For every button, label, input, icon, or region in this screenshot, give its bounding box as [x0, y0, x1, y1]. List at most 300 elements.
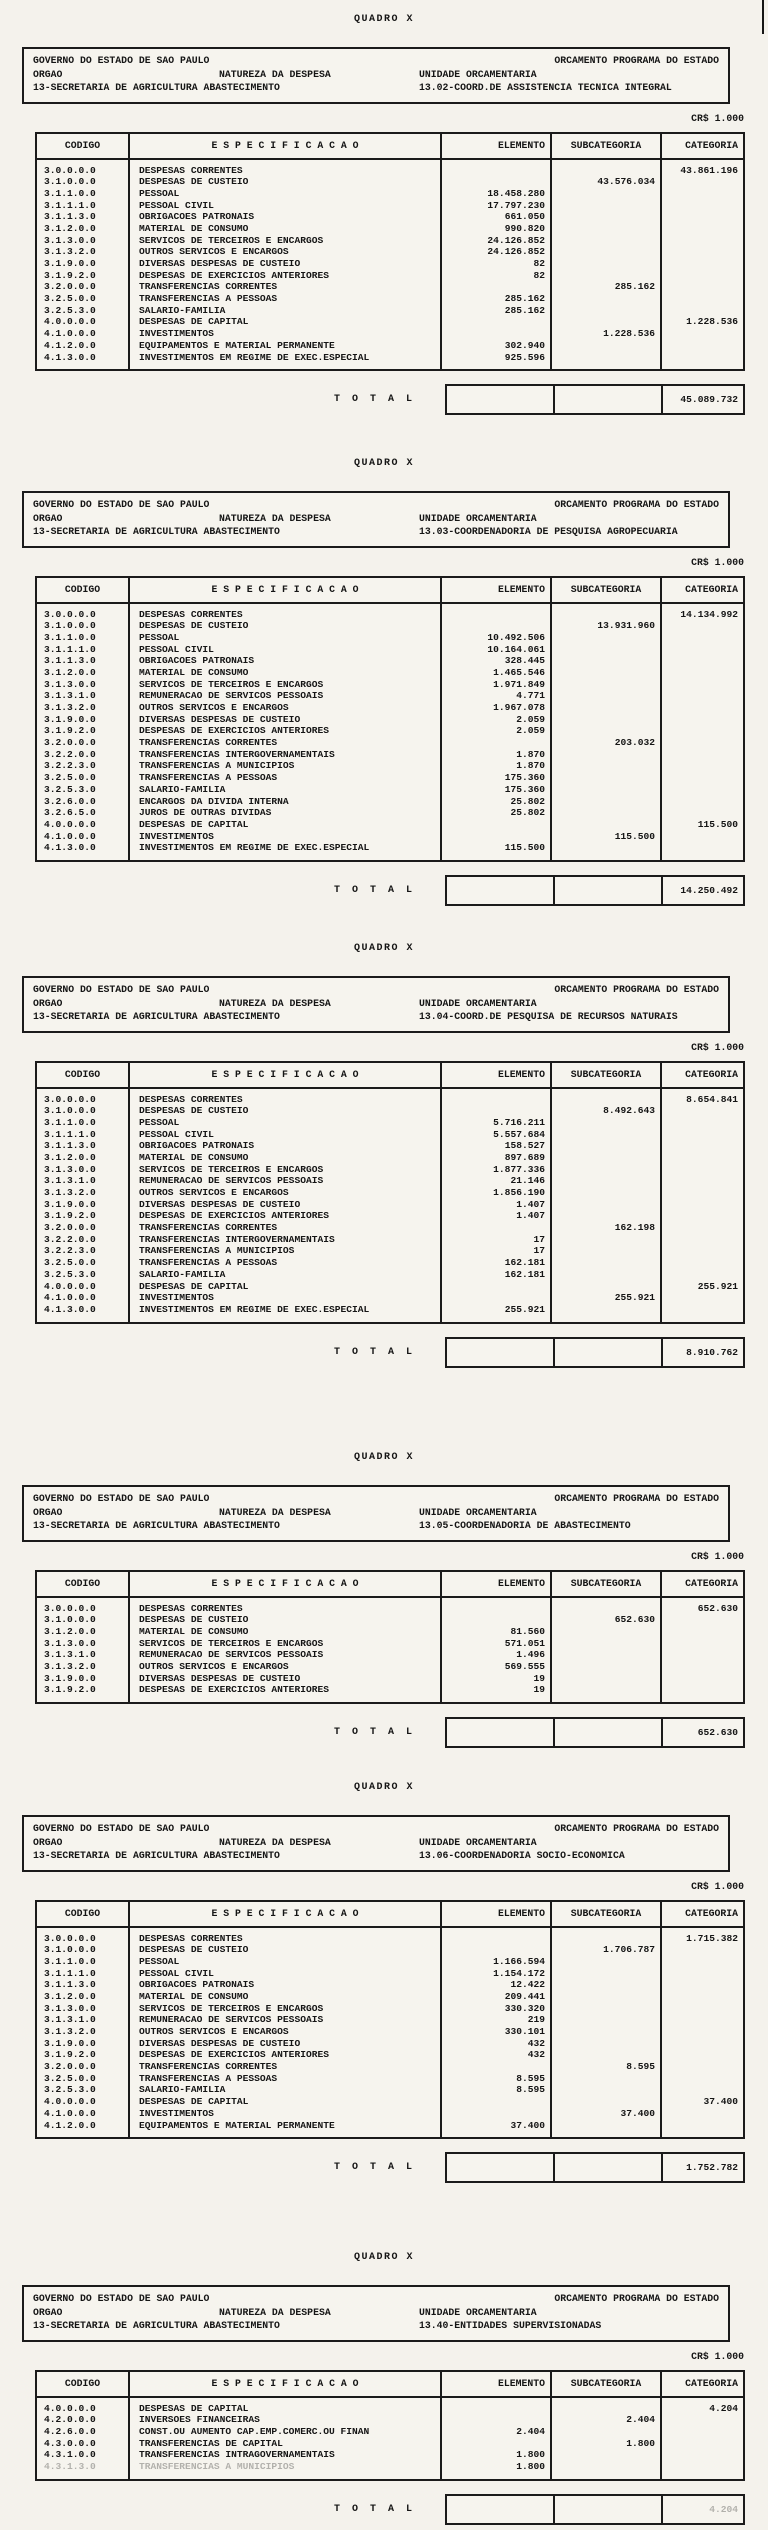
code-cell: 3.2.0.0.0 — [44, 737, 96, 749]
elemento-cell: 82 — [533, 258, 545, 269]
total-value: 14.250.492 — [680, 884, 738, 896]
spec-cell: OBRIGACOES PATRONAIS — [139, 655, 255, 667]
code-cell: 3.1.2.0.0 — [44, 1151, 96, 1163]
subcategoria-cell: 2.404 — [626, 2414, 655, 2426]
code-cell: 3.1.3.2.0 — [44, 702, 96, 713]
subcategoria-cell — [552, 796, 660, 808]
code-cell: 3.1.0.0.0 — [44, 1944, 96, 1956]
column-header: CODIGO — [37, 578, 128, 604]
spec-cell: INVESTIMENTOS — [139, 830, 214, 842]
subcategoria-cell — [552, 2038, 660, 2050]
elemento-cell: 1.800 — [516, 2460, 545, 2472]
code-cell: 3.2.5.0.0 — [44, 293, 96, 305]
subcategoria-cell — [552, 1956, 660, 1968]
spec-cell: REMUNERACAO DE SERVICOS PESSOAIS — [139, 690, 324, 702]
spec-cell: OUTROS SERVICOS E ENCARGOS — [139, 246, 289, 258]
subcategoria-cell — [552, 1094, 660, 1106]
spec-cell: DESPESAS CORRENTES — [139, 1093, 243, 1105]
categoria-cell — [662, 1175, 743, 1187]
column-header: ELEMENTO — [442, 1902, 550, 1928]
orgao-label: ORGAO — [33, 1836, 63, 1848]
table-column — [442, 1572, 552, 1703]
spec-cell: INVESTIMENTOS EM REGIME DE EXEC.ESPECIAL — [139, 842, 370, 854]
categoria-cell — [662, 223, 743, 235]
header-line-3 — [33, 81, 719, 95]
column-header: E S P E C I F I C A C A O — [130, 1572, 440, 1598]
total-subcategoria-cell — [555, 1719, 663, 1746]
spec-cell: OUTROS SERVICOS E ENCARGOS — [139, 702, 289, 713]
subcategoria-cell: 162.198 — [614, 1222, 655, 1234]
code-cell: 4.1.3.0.0 — [44, 351, 96, 363]
elemento-cell — [442, 1222, 550, 1234]
categoria-cell — [662, 620, 743, 632]
elemento-cell: 1.407 — [516, 1198, 545, 1210]
header-line-1 — [33, 1822, 719, 1836]
spec-cell: MATERIAL DE CONSUMO — [139, 666, 249, 678]
elemento-cell: 285.162 — [504, 293, 545, 305]
subcategoria-cell — [552, 1968, 660, 1980]
quadro-section — [0, 1452, 768, 1748]
total-subcategoria-cell — [555, 386, 663, 413]
total-row — [0, 2494, 745, 2525]
subcategoria-cell — [552, 2049, 660, 2061]
total-row — [0, 2152, 745, 2183]
header-line-3 — [33, 525, 719, 539]
government-label: GOVERNO DO ESTADO DE SAO PAULO — [33, 2293, 210, 2304]
column-header: CATEGORIA — [662, 1572, 743, 1598]
total-label: T O T A L — [333, 2503, 415, 2515]
header-line-1 — [33, 498, 719, 512]
categoria-cell — [662, 1944, 743, 1956]
spec-cell: MATERIAL DE CONSUMO — [139, 1625, 249, 1637]
government-label: GOVERNO DO ESTADO DE SAO PAULO — [33, 1493, 210, 1504]
natureza-label: NATUREZA DA DESPESA — [219, 2306, 331, 2318]
spec-cell: SALARIO-FAMILIA — [139, 1268, 226, 1280]
categoria-cell — [662, 2061, 743, 2073]
total-label: T O T A L — [333, 884, 415, 896]
subcategoria-cell — [552, 1649, 660, 1661]
categoria-cell — [662, 188, 743, 200]
spec-cell: PESSOAL — [139, 1116, 180, 1128]
subcategoria-cell — [552, 2449, 660, 2461]
elemento-cell: 24.126.852 — [487, 246, 545, 258]
categoria-cell — [662, 1199, 743, 1211]
subcategoria-cell — [552, 188, 660, 200]
currency-note: CR$ 1.000 — [691, 1880, 744, 1892]
subcategoria-cell: 1.800 — [626, 2437, 655, 2449]
categoria-cell — [662, 1140, 743, 1152]
column-body — [662, 1089, 743, 1322]
natureza-label: NATUREZA DA DESPESA — [219, 68, 331, 80]
subcategoria-cell: 43.576.034 — [597, 176, 655, 188]
elemento-cell — [442, 316, 550, 328]
elemento-cell: 1.870 — [516, 748, 545, 760]
table-column — [130, 1902, 442, 2138]
categoria-cell — [662, 2084, 743, 2096]
code-cell: 3.1.1.0.0 — [44, 1116, 96, 1128]
column-header: E S P E C I F I C A C A O — [130, 578, 440, 604]
elemento-cell: 25.802 — [510, 807, 545, 819]
code-cell: 4.3.1.3.0 — [44, 2460, 96, 2472]
subcategoria-cell: 8.492.643 — [603, 1105, 655, 1117]
total-row — [0, 875, 745, 906]
spec-cell: CONST.OU AUMENTO CAP.EMP.COMERC.OU FINAN — [139, 2425, 370, 2437]
header-line-3 — [33, 2319, 719, 2333]
total-label: T O T A L — [333, 2162, 415, 2174]
subcategoria-cell — [552, 316, 660, 328]
spec-cell: TRANSFERENCIAS A MUNICIPIOS — [139, 1245, 295, 1257]
elemento-cell: 19 — [533, 1684, 545, 1696]
spec-cell: DESPESAS DE CUSTEIO — [139, 1105, 249, 1117]
spec-cell: OBRIGACOES PATRONAIS — [139, 211, 255, 223]
subcategoria-cell — [552, 725, 660, 737]
spec-cell: DIVERSAS DESPESAS DE CUSTEIO — [139, 713, 301, 725]
subcategoria-cell: 37.400 — [620, 2107, 655, 2119]
code-cell: 4.1.0.0.0 — [44, 1292, 96, 1304]
subcategoria-cell: 255.921 — [614, 1292, 655, 1304]
elemento-cell: 571.051 — [504, 1637, 545, 1649]
categoria-cell — [662, 1956, 743, 1968]
categoria-cell — [662, 1234, 743, 1246]
elemento-cell — [442, 1614, 550, 1626]
spec-cell: PESSOAL — [139, 1955, 180, 1967]
elemento-cell — [442, 2414, 550, 2426]
quadro-section — [0, 943, 768, 1368]
natureza-label: NATUREZA DA DESPESA — [219, 1836, 331, 1848]
categoria-cell — [662, 1626, 743, 1638]
elemento-cell: 158.527 — [504, 1140, 545, 1152]
column-body — [442, 2398, 550, 2479]
column-body — [552, 160, 660, 370]
categoria-cell — [662, 1105, 743, 1117]
header-line-1 — [33, 1492, 719, 1506]
column-body — [130, 2398, 440, 2479]
subcategoria-cell — [552, 340, 660, 352]
categoria-cell: 115.500 — [697, 818, 738, 830]
total-value: 45.089.732 — [680, 394, 738, 406]
elemento-cell: 328.445 — [504, 655, 545, 667]
total-row — [0, 1337, 745, 1368]
categoria-cell — [662, 246, 743, 258]
subcategoria-cell — [552, 2426, 660, 2438]
table-column — [442, 134, 552, 370]
government-label: GOVERNO DO ESTADO DE SAO PAULO — [33, 499, 210, 510]
subcategoria-cell — [552, 2096, 660, 2108]
column-header: CATEGORIA — [662, 1063, 743, 1089]
code-cell: 3.1.9.2.0 — [44, 2049, 96, 2061]
elemento-cell: 5.716.211 — [493, 1116, 545, 1128]
categoria-cell — [662, 2049, 743, 2061]
categoria-cell — [662, 632, 743, 644]
column-body — [130, 1598, 440, 1703]
total-value: 4.204 — [709, 2503, 738, 2515]
header-line-1 — [33, 2292, 719, 2306]
column-header: E S P E C I F I C A C A O — [130, 1063, 440, 1089]
subcategoria-cell — [552, 714, 660, 726]
code-cell: 3.1.9.2.0 — [44, 1210, 96, 1222]
column-body — [552, 604, 660, 860]
spec-cell: JUROS DE OUTRAS DIVIDAS — [139, 807, 272, 819]
categoria-cell — [662, 2014, 743, 2026]
subcategoria-cell — [552, 270, 660, 282]
column-body — [662, 2398, 743, 2479]
program-label: ORCAMENTO PROGRAMA DO ESTADO — [554, 1493, 719, 1504]
code-cell: 3.1.9.0.0 — [44, 258, 96, 269]
elemento-cell: 1.967.078 — [493, 702, 545, 713]
spec-cell: DESPESAS CORRENTES — [139, 164, 243, 176]
code-cell: 3.1.1.3.0 — [44, 1140, 96, 1152]
orgao-value: 13-SECRETARIA DE AGRICULTURA ABASTECIMENTO — [33, 526, 280, 537]
header-line-3 — [33, 1849, 719, 1863]
subcategoria-cell: 115.500 — [614, 830, 655, 842]
column-body — [552, 2398, 660, 2479]
elemento-cell — [442, 2108, 550, 2120]
header-line-2 — [33, 2306, 719, 2320]
budget-table — [35, 132, 745, 372]
elemento-cell — [442, 328, 550, 340]
categoria-cell — [662, 667, 743, 679]
spec-cell: SERVICOS DE TERCEIROS E ENCARGOS — [139, 1163, 324, 1175]
spec-cell: SERVICOS DE TERCEIROS E ENCARGOS — [139, 234, 324, 246]
unidade-value: 13.05-COORDENADORIA DE ABASTECIMENTO — [419, 1520, 631, 1531]
categoria-cell — [662, 714, 743, 726]
table-column — [130, 1572, 442, 1703]
spec-cell: DESPESAS CORRENTES — [139, 1932, 243, 1944]
code-cell: 3.0.0.0.0 — [44, 164, 96, 176]
code-cell: 3.1.1.0.0 — [44, 631, 96, 643]
categoria-cell — [662, 796, 743, 808]
table-column — [662, 1063, 743, 1322]
column-body — [37, 1598, 128, 1703]
elemento-cell: 37.400 — [510, 2119, 545, 2131]
spec-cell: TRANSFERENCIAS A PESSOAS — [139, 293, 278, 305]
categoria-cell — [662, 281, 743, 293]
categoria-cell — [662, 1187, 743, 1199]
spec-cell: TRANSFERENCIAS A PESSOAS — [139, 1257, 278, 1269]
elemento-cell: 162.181 — [504, 1268, 545, 1280]
header-line-2 — [33, 1836, 719, 1850]
column-header: CATEGORIA — [662, 134, 743, 160]
table-column — [37, 1572, 130, 1703]
elemento-cell — [442, 1933, 550, 1945]
subcategoria-cell — [552, 1661, 660, 1673]
categoria-cell — [662, 1304, 743, 1316]
currency-note: CR$ 1.000 — [691, 112, 744, 124]
spec-cell: SALARIO-FAMILIA — [139, 304, 226, 316]
spec-cell: EQUIPAMENTOS E MATERIAL PERMANENTE — [139, 2119, 335, 2131]
elemento-cell: 330.320 — [504, 2002, 545, 2014]
categoria-cell — [662, 1117, 743, 1129]
code-cell: 4.3.0.0.0 — [44, 2437, 96, 2449]
spec-cell: PESSOAL CIVIL — [139, 1128, 214, 1140]
currency-note: CR$ 1.000 — [691, 1550, 744, 1562]
subcategoria-cell — [552, 2073, 660, 2085]
elemento-cell: 25.802 — [510, 795, 545, 807]
elemento-cell: 1.465.546 — [493, 666, 545, 678]
elemento-cell: 4.771 — [516, 690, 545, 702]
subcategoria-cell: 285.162 — [614, 281, 655, 293]
column-header: CODIGO — [37, 2372, 128, 2398]
orgao-value: 13-SECRETARIA DE AGRICULTURA ABASTECIMENTO — [33, 1520, 280, 1531]
categoria-cell — [662, 352, 743, 364]
column-header: SUBCATEGORIA — [552, 578, 660, 604]
code-cell: 4.0.0.0.0 — [44, 316, 96, 328]
code-cell: 3.1.9.0.0 — [44, 1198, 96, 1210]
code-cell: 3.2.0.0.0 — [44, 2061, 96, 2073]
table-header-box — [22, 2285, 730, 2342]
code-cell: 4.1.0.0.0 — [44, 830, 96, 842]
elemento-cell: 21.146 — [510, 1175, 545, 1187]
code-cell: 4.1.2.0.0 — [44, 2119, 96, 2131]
categoria-cell — [662, 2449, 743, 2461]
subcategoria-cell — [552, 2461, 660, 2473]
spec-cell: OBRIGACOES PATRONAIS — [139, 1140, 255, 1152]
spec-cell: PESSOAL CIVIL — [139, 643, 214, 655]
spec-cell: PESSOAL CIVIL — [139, 1967, 214, 1979]
subcategoria-cell — [552, 1117, 660, 1129]
government-label: GOVERNO DO ESTADO DE SAO PAULO — [33, 984, 210, 995]
program-label: ORCAMENTO PROGRAMA DO ESTADO — [554, 2293, 719, 2304]
code-cell: 3.2.5.3.0 — [44, 783, 96, 795]
subcategoria-cell — [552, 1129, 660, 1141]
categoria-cell — [662, 1968, 743, 1980]
elemento-cell: 302.940 — [504, 339, 545, 351]
table-column — [37, 134, 130, 370]
code-cell: 3.2.6.0.0 — [44, 795, 96, 807]
spec-cell: MATERIAL DE CONSUMO — [139, 222, 249, 234]
column-header: CODIGO — [37, 1572, 128, 1598]
quadro-section — [0, 458, 768, 906]
categoria-cell — [662, 842, 743, 854]
elemento-cell — [442, 176, 550, 188]
subcategoria-cell: 13.931.960 — [597, 620, 655, 632]
spec-cell: TRANSFERENCIAS INTRAGOVERNAMENTAIS — [139, 2449, 335, 2461]
spec-cell: DESPESAS DE CAPITAL — [139, 2096, 249, 2108]
column-header: SUBCATEGORIA — [552, 1572, 660, 1598]
elemento-cell: 8.595 — [516, 2072, 545, 2084]
categoria-cell — [662, 1684, 743, 1696]
categoria-cell: 4.204 — [709, 2402, 738, 2414]
total-elemento-cell — [447, 1719, 555, 1746]
subcategoria-cell — [552, 2084, 660, 2096]
table-column — [37, 2372, 130, 2479]
column-body — [552, 1089, 660, 1322]
code-cell: 3.2.6.5.0 — [44, 807, 96, 819]
elemento-cell: 569.555 — [504, 1660, 545, 1672]
table-column — [130, 1063, 442, 1322]
categoria-cell — [662, 725, 743, 737]
code-cell: 3.1.3.0.0 — [44, 2002, 96, 2014]
subcategoria-cell — [552, 667, 660, 679]
column-body — [552, 1928, 660, 2138]
subcategoria-cell: 1.706.787 — [603, 1944, 655, 1956]
spec-cell: PESSOAL — [139, 187, 180, 199]
categoria-cell — [662, 1257, 743, 1269]
spec-cell: DESPESAS DE EXERCICIOS ANTERIORES — [139, 269, 329, 281]
column-header: ELEMENTO — [442, 578, 550, 604]
subcategoria-cell — [552, 1304, 660, 1316]
column-header: CODIGO — [37, 1902, 128, 1928]
elemento-cell: 19 — [533, 1672, 545, 1684]
column-body — [552, 1598, 660, 1703]
subcategoria-cell — [552, 1199, 660, 1211]
code-cell: 4.2.6.0.0 — [44, 2425, 96, 2437]
elemento-cell — [442, 2438, 550, 2450]
categoria-cell — [662, 200, 743, 212]
categoria-cell — [662, 1210, 743, 1222]
code-cell: 3.1.1.0.0 — [44, 1955, 96, 1967]
elemento-cell: 1.800 — [516, 2449, 545, 2461]
categoria-cell — [662, 340, 743, 352]
code-cell: 3.0.0.0.0 — [44, 1093, 96, 1105]
subcategoria-cell — [552, 1152, 660, 1164]
spec-cell: SALARIO-FAMILIA — [139, 783, 226, 795]
column-header: ELEMENTO — [442, 1572, 550, 1598]
subcategoria-cell — [552, 632, 660, 644]
column-body — [130, 604, 440, 860]
table-column — [552, 134, 662, 370]
spec-cell: DESPESAS DE CUSTEIO — [139, 176, 249, 188]
categoria-cell — [662, 2108, 743, 2120]
subcategoria-cell — [552, 305, 660, 317]
categoria-cell — [662, 784, 743, 796]
code-cell: 4.2.0.0.0 — [44, 2414, 96, 2426]
total-box — [445, 2494, 745, 2525]
code-cell: 3.1.1.3.0 — [44, 655, 96, 667]
subcategoria-cell — [552, 784, 660, 796]
code-cell: 3.1.1.1.0 — [44, 199, 96, 211]
code-cell: 3.1.3.1.0 — [44, 1649, 96, 1661]
categoria-cell — [662, 328, 743, 340]
categoria-cell — [662, 2438, 743, 2450]
categoria-cell — [662, 1292, 743, 1304]
subcategoria-cell — [552, 2014, 660, 2026]
natureza-label: NATUREZA DA DESPESA — [219, 1506, 331, 1518]
code-cell: 3.2.2.3.0 — [44, 760, 96, 772]
categoria-cell — [662, 2414, 743, 2426]
elemento-cell — [442, 609, 550, 621]
header-line-3 — [33, 1519, 719, 1533]
spec-cell: DIVERSAS DESPESAS DE CUSTEIO — [139, 258, 301, 269]
spec-cell: REMUNERACAO DE SERVICOS PESSOAIS — [139, 2014, 324, 2026]
elemento-cell: 219 — [527, 2014, 545, 2026]
spec-cell: DESPESAS CORRENTES — [139, 608, 243, 620]
unidade-label: UNIDADE ORCAMENTARIA — [419, 2306, 537, 2318]
subcategoria-cell — [552, 211, 660, 223]
code-cell: 3.1.0.0.0 — [44, 176, 96, 188]
categoria-cell — [662, 737, 743, 749]
categoria-cell: 43.861.196 — [680, 164, 738, 176]
quadro-title: QUADRO X — [353, 1782, 414, 1793]
subcategoria-cell — [552, 1933, 660, 1945]
elemento-cell: 2.059 — [516, 725, 545, 737]
categoria-cell — [662, 1269, 743, 1281]
subcategoria-cell: 203.032 — [614, 737, 655, 749]
currency-note: CR$ 1.000 — [691, 556, 744, 568]
budget-table — [35, 1061, 745, 1324]
elemento-cell: 10.492.506 — [487, 631, 545, 643]
header-line-2 — [33, 997, 719, 1011]
categoria-cell — [662, 1164, 743, 1176]
column-body — [130, 160, 440, 370]
code-cell: 3.2.5.3.0 — [44, 304, 96, 316]
code-cell: 3.1.1.1.0 — [44, 1967, 96, 1979]
code-cell: 3.1.3.1.0 — [44, 690, 96, 702]
column-header: SUBCATEGORIA — [552, 1063, 660, 1089]
elemento-cell — [442, 1944, 550, 1956]
quadro-title: QUADRO X — [353, 943, 414, 954]
categoria-cell — [662, 2120, 743, 2132]
